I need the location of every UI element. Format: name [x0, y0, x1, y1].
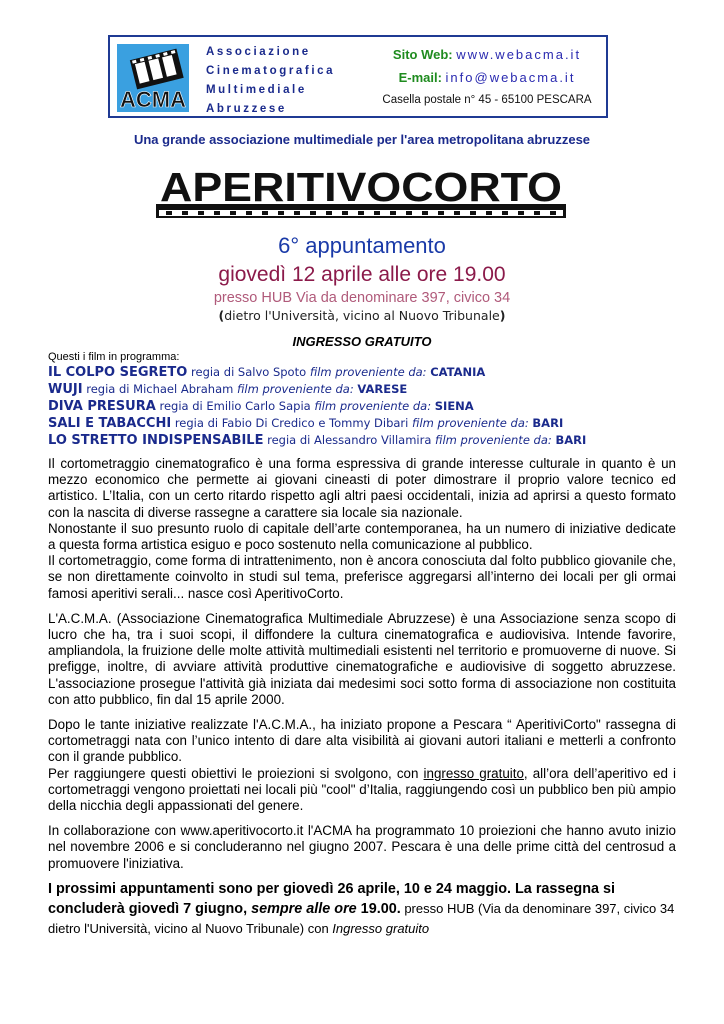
film-director: Alessandro Villamira: [314, 433, 432, 447]
origin-label: film proveniente da:: [309, 365, 427, 379]
banner-text: APERITIVOCORTO: [160, 166, 562, 210]
association-name: [206, 43, 335, 119]
film-title: SALI E TABACCHI: [48, 416, 172, 431]
event-date: giovedì 12 aprile alle ore 19.00: [218, 263, 506, 286]
assoc-line: Cinematografica: [206, 65, 336, 77]
film-director: Michael Abraham: [133, 382, 234, 396]
tagline: Una grande associazione multimediale per l'area metropolitana abruzzese: [133, 132, 591, 147]
final-normal: presso HUB (Via da denominare 397, civico 34 dietro l'Università, vicino al Nuovo Tribunale) con: [48, 901, 675, 936]
p6-start: Per raggiungere questi obiettivi le proiezioni si svolgono, con: [48, 765, 424, 781]
venue-note-text: dietro l'Università, vicino al Nuovo Tribunale: [224, 308, 500, 323]
appointment-title: 6° appuntamento: [278, 233, 446, 258]
email-link[interactable]: info@webacma.it: [445, 70, 576, 85]
final-time: 19.00.: [356, 901, 401, 917]
regia-label: regia di: [86, 382, 130, 396]
film-list: [48, 364, 688, 449]
origin-label: film proveniente da:: [314, 399, 432, 413]
postbox: Casella postale n° 45 - 65100 PESCARA: [382, 94, 592, 106]
paragraph: Il cortometraggio cinematografico è una forma espressiva di grande interesse culturale in quanto è un mezzo economico che permette ai giovani cineasti di poter dimostrare il proprio valore tecnico ed artistico. L’Italia, con un certo ritardo rispetto agli altri paesi occidentali, inizia ad aprirsi a questo formato con la nascita di diverse rassegne a carattere sia locale sia nazionale.: [48, 456, 676, 520]
film-item: [48, 432, 688, 449]
p6-end: , all’ora dell’aperitivo ed i cortometraggi vengono proiettati nei locali più "cool" d’Italia, raggiungendo così un pubblico ben più ampio della nicchia degli appassionati del genere.: [48, 765, 677, 814]
aperitivocorto-banner: [156, 166, 566, 218]
film-director: Fabio Di Credico e Tommy Dibari: [221, 416, 409, 430]
paragraph: Dopo le tante iniziative realizzate l'A.C.M.A., ha iniziato propone a Pescara “ AperitiviCorto" rassegna di cortometraggi nata con l’unico intento di dare alta visibilità ai giovani autori italiani e metterli a confronto con il grande pubblico.: [48, 717, 676, 765]
final-bold-italic: sempre alle ore: [251, 901, 357, 917]
paren-close: ): [499, 308, 506, 323]
origin-label: film proveniente da:: [435, 433, 552, 447]
films-intro: Questi i film in programma:: [48, 351, 180, 363]
final-italic: Ingresso gratuito: [332, 921, 430, 936]
film-director: Emilio Carlo Sapia: [206, 399, 311, 413]
regia-label: regia di: [174, 416, 219, 430]
film-title: LO STRETTO INDISPENSABILE: [48, 433, 264, 448]
assoc-line: Associazione: [206, 46, 311, 58]
origin-label: film proveniente da:: [412, 416, 529, 430]
site-link[interactable]: www.webacma.it: [456, 47, 582, 62]
venue-note: [0, 308, 724, 323]
film-city: CATANIA: [430, 365, 486, 379]
regia-label: regia di: [159, 399, 203, 413]
event-venue: presso HUB Via da denominare 397, civico 34: [213, 290, 511, 306]
paragraph: [48, 766, 676, 815]
next-appointments: [48, 880, 676, 939]
origin-label: film proveniente da:: [236, 382, 354, 396]
paragraph: L'A.C.M.A. (Associazione Cinematografica Multimediale Abruzzese) è una Associazione senza scopo di lucro che ha, tra i suoi scopi, il diffondere la cultura cinematografica e audiovisiva. Intende favorire, ampliandola, la fruizione delle molte attività multimediali esistenti nel territorio e promuoverne di nuove. Si prefigge, inoltre, di avviare attività produttive cinematografiche e audiovisive di soggetto abruzzese. L'associazione prosegue l'attività già iniziata dai medesimi soci sotto forma di associazione non costituita con atto pubblico, fin dal 15 aprile 2000.: [48, 610, 676, 707]
logo-text: ACMA: [120, 87, 186, 112]
film-city: VARESE: [357, 382, 408, 396]
film-item: [48, 398, 688, 415]
film-city: BARI: [555, 433, 587, 447]
regia-label: regia di: [267, 433, 311, 447]
header-box: [108, 35, 608, 118]
entry-label: INGRESSO GRATUITO: [292, 334, 432, 349]
paragraph: Nonostante il suo presunto ruolo di capitale dell’arte contemporanea, ha un numero di iniziative dedicate a questa forma artistica esiguo e poco sostenuto nella comunicazione al pubblico.: [48, 520, 676, 553]
film-item: [48, 364, 688, 381]
contacts: [372, 43, 602, 112]
film-city: BARI: [532, 416, 564, 430]
paragraph: Il cortometraggio, come forma di intrattenimento, non è ancora conosciuta dal folto pubblico giovanile che, se non direttamente coinvolto in studi sul tema, preferisce aggregarsi all’interno dei locali per gli ormai famosi aperitivi serali... nasce così AperitivoCorto.: [48, 553, 676, 601]
site-label: Sito Web:: [392, 47, 453, 62]
assoc-line: Abruzzese: [206, 103, 287, 115]
underlined-free-entry: ingresso gratuito: [423, 765, 524, 781]
film-director: Salvo Spoto: [237, 365, 307, 379]
film-item: [48, 381, 688, 398]
acma-logo: [117, 44, 189, 112]
paren-open: (: [218, 308, 225, 323]
final-bold: I prossimi appuntamenti sono per giovedì 26 aprile, 10 e 24 maggio. La rassegna si concluderà giovedì 7 giugno,: [48, 881, 616, 917]
regia-label: regia di: [191, 365, 235, 379]
assoc-line: Multimediale: [206, 84, 307, 96]
film-item: [48, 415, 688, 432]
body-text: [48, 456, 676, 872]
film-title: IL COLPO SEGRETO: [48, 365, 188, 380]
film-title: WUJI: [48, 382, 83, 397]
paragraph: In collaborazione con www.aperitivocorto.it l'ACMA ha programmato 10 proiezioni che hanno avuto inizio nel novembre 2006 e si concluderanno nel giugno 2007. Pescara è una delle prime città del centrosud a promuovere l'iniziativa.: [48, 823, 676, 871]
film-title: DIVA PRESURA: [48, 399, 156, 414]
film-city: SIENA: [434, 399, 474, 413]
email-label: E-mail:: [398, 70, 442, 85]
